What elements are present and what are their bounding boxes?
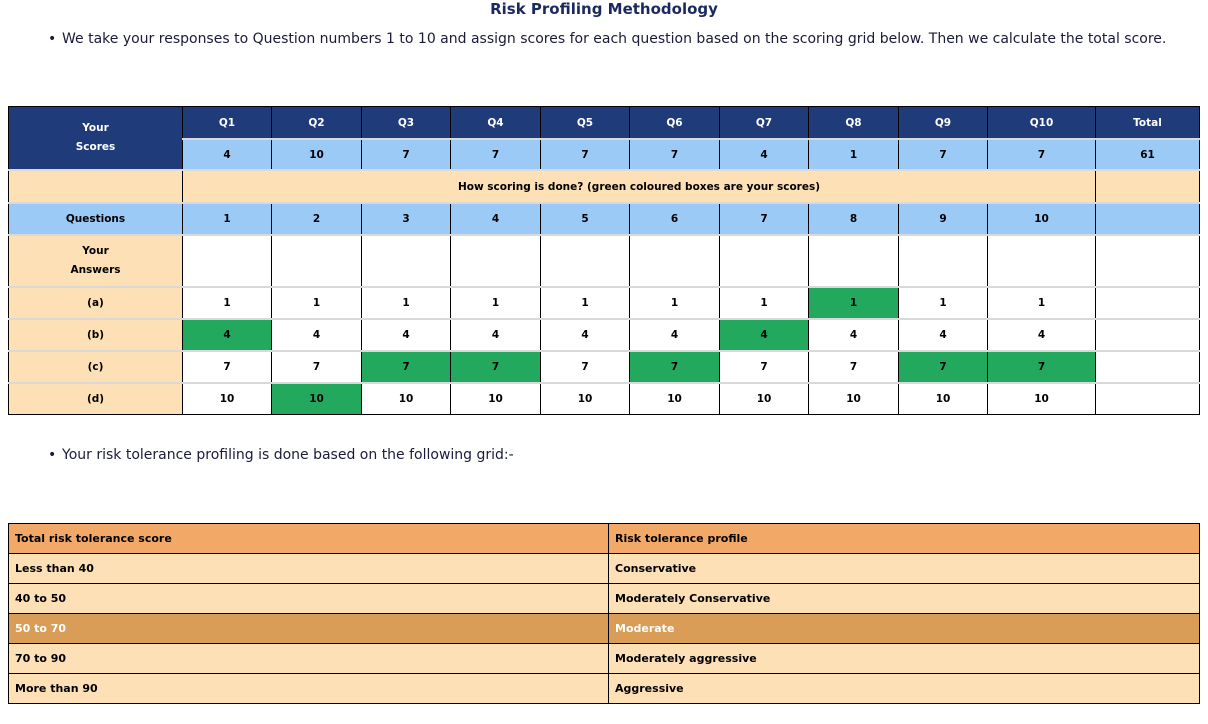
blank-cell (1096, 170, 1200, 203)
answer-cell: 10 (541, 383, 630, 415)
risk-intro-text (48, 445, 514, 465)
blank-cell (988, 235, 1096, 287)
risk-profile-name: Aggressive (609, 674, 1200, 704)
answer-cell: 1 (451, 287, 541, 319)
answer-cell: 4 (541, 319, 630, 351)
answer-cell: 1 (183, 287, 272, 319)
answer-cell: 4 (362, 319, 451, 351)
blank-cell (630, 235, 720, 287)
page-title: Risk Profiling Methodology (490, 0, 718, 18)
answer-cell: 10 (451, 383, 541, 415)
score-value: 4 (183, 139, 272, 170)
blank-cell (1096, 383, 1200, 415)
risk-score-range: Less than 40 (9, 554, 609, 584)
selected-answer-cell: 7 (899, 351, 988, 383)
risk-score-range: 50 to 70 (9, 614, 609, 644)
answer-row (9, 287, 1200, 319)
answer-option-label: (c) (9, 351, 183, 383)
question-header: Q3 (362, 107, 451, 140)
total-value: 61 (1096, 139, 1200, 170)
answer-option-label: (d) (9, 383, 183, 415)
answer-cell: 4 (988, 319, 1096, 351)
question-header: Q10 (988, 107, 1096, 140)
scoring-grid-table (8, 106, 1200, 415)
answer-option-label: (a) (9, 287, 183, 319)
answer-cell: 7 (183, 351, 272, 383)
risk-row (9, 674, 1200, 704)
intro-text-content: We take your responses to Question numbers 1 to 10 and assign scores for each question based on the scoring grid below. Then we calculate the total score. (62, 31, 1167, 47)
blank-cell (1096, 287, 1200, 319)
blank-cell (899, 235, 988, 287)
selected-answer-cell: 7 (451, 351, 541, 383)
question-number: 10 (988, 203, 1096, 235)
risk-row-highlighted (9, 614, 1200, 644)
question-header: Q5 (541, 107, 630, 140)
question-number: 1 (183, 203, 272, 235)
selected-answer-cell: 4 (720, 319, 809, 351)
answer-cell: 4 (809, 319, 899, 351)
answer-cell: 1 (720, 287, 809, 319)
answer-cell: 1 (899, 287, 988, 319)
how-scoring-text: How scoring is done? (green coloured boxes are your scores) (183, 170, 1096, 203)
answer-cell: 7 (272, 351, 362, 383)
answer-row (9, 319, 1200, 351)
answer-cell: 1 (362, 287, 451, 319)
scores-label-line1: Your (82, 122, 109, 134)
risk-profile-name: Moderate (609, 614, 1200, 644)
risk-score-header: Total risk tolerance score (9, 524, 609, 554)
blank-cell (1096, 351, 1200, 383)
answer-cell: 10 (183, 383, 272, 415)
selected-answer-cell: 7 (362, 351, 451, 383)
score-value: 1 (809, 139, 899, 170)
score-value: 7 (541, 139, 630, 170)
question-number: 4 (451, 203, 541, 235)
answers-label-line1: Your (82, 245, 109, 257)
selected-answer-cell: 7 (988, 351, 1096, 383)
answer-row (9, 383, 1200, 415)
scores-values-row (9, 139, 1200, 170)
question-header: Q4 (451, 107, 541, 140)
bullet-icon: • (48, 447, 57, 463)
question-number: 2 (272, 203, 362, 235)
questions-label: Questions (9, 203, 183, 235)
blank-cell (183, 235, 272, 287)
answers-label-row (9, 235, 1200, 287)
answer-cell: 4 (451, 319, 541, 351)
score-value: 7 (899, 139, 988, 170)
blank-cell (1096, 235, 1200, 287)
question-header: Q9 (899, 107, 988, 140)
blank-cell (541, 235, 630, 287)
scores-label (9, 107, 183, 171)
answer-cell: 4 (630, 319, 720, 351)
answer-option-label: (b) (9, 319, 183, 351)
answer-cell: 7 (809, 351, 899, 383)
risk-row (9, 584, 1200, 614)
risk-profile-name: Moderately aggressive (609, 644, 1200, 674)
answer-cell: 4 (272, 319, 362, 351)
total-header: Total (1096, 107, 1200, 140)
answer-cell: 1 (988, 287, 1096, 319)
answer-cell: 10 (720, 383, 809, 415)
question-number: 6 (630, 203, 720, 235)
score-value: 10 (272, 139, 362, 170)
scores-header-row (9, 107, 1200, 140)
blank-cell (451, 235, 541, 287)
blank-cell (1096, 203, 1200, 235)
risk-score-range: More than 90 (9, 674, 609, 704)
selected-answer-cell: 10 (272, 383, 362, 415)
question-number: 7 (720, 203, 809, 235)
blank-cell (9, 170, 183, 203)
scores-label-line2: Scores (75, 141, 116, 153)
question-header: Q6 (630, 107, 720, 140)
answer-row (9, 351, 1200, 383)
answer-cell: 10 (809, 383, 899, 415)
question-header: Q1 (183, 107, 272, 140)
bullet-icon: • (48, 31, 57, 47)
blank-cell (272, 235, 362, 287)
answer-cell: 10 (988, 383, 1096, 415)
selected-answer-cell: 4 (183, 319, 272, 351)
answers-label-line2: Answers (70, 264, 121, 276)
risk-intro-text-content: Your risk tolerance profiling is done based on the following grid:- (62, 447, 514, 463)
answer-cell: 10 (362, 383, 451, 415)
selected-answer-cell: 7 (630, 351, 720, 383)
question-header: Q7 (720, 107, 809, 140)
risk-profile-name: Conservative (609, 554, 1200, 584)
question-number: 9 (899, 203, 988, 235)
answer-cell: 7 (720, 351, 809, 383)
score-value: 4 (720, 139, 809, 170)
risk-row (9, 644, 1200, 674)
risk-row (9, 554, 1200, 584)
score-value: 7 (630, 139, 720, 170)
answer-cell: 10 (899, 383, 988, 415)
question-number: 8 (809, 203, 899, 235)
answers-label (9, 235, 183, 287)
intro-text (48, 29, 1166, 49)
how-scoring-row (9, 170, 1200, 203)
risk-score-range: 40 to 50 (9, 584, 609, 614)
risk-header-row (9, 524, 1200, 554)
blank-cell (1096, 319, 1200, 351)
blank-cell (809, 235, 899, 287)
answer-cell: 10 (630, 383, 720, 415)
risk-profile-name: Moderately Conservative (609, 584, 1200, 614)
score-value: 7 (451, 139, 541, 170)
question-number: 3 (362, 203, 451, 235)
answer-cell: 1 (272, 287, 362, 319)
question-header: Q2 (272, 107, 362, 140)
risk-profile-header: Risk tolerance profile (609, 524, 1200, 554)
answer-cell: 1 (541, 287, 630, 319)
question-header: Q8 (809, 107, 899, 140)
answer-cell: 1 (630, 287, 720, 319)
blank-cell (720, 235, 809, 287)
answer-cell: 4 (899, 319, 988, 351)
score-value: 7 (988, 139, 1096, 170)
question-number: 5 (541, 203, 630, 235)
score-value: 7 (362, 139, 451, 170)
questions-row (9, 203, 1200, 235)
risk-score-range: 70 to 90 (9, 644, 609, 674)
answer-cell: 7 (541, 351, 630, 383)
selected-answer-cell: 1 (809, 287, 899, 319)
blank-cell (362, 235, 451, 287)
risk-tolerance-table (8, 523, 1200, 704)
